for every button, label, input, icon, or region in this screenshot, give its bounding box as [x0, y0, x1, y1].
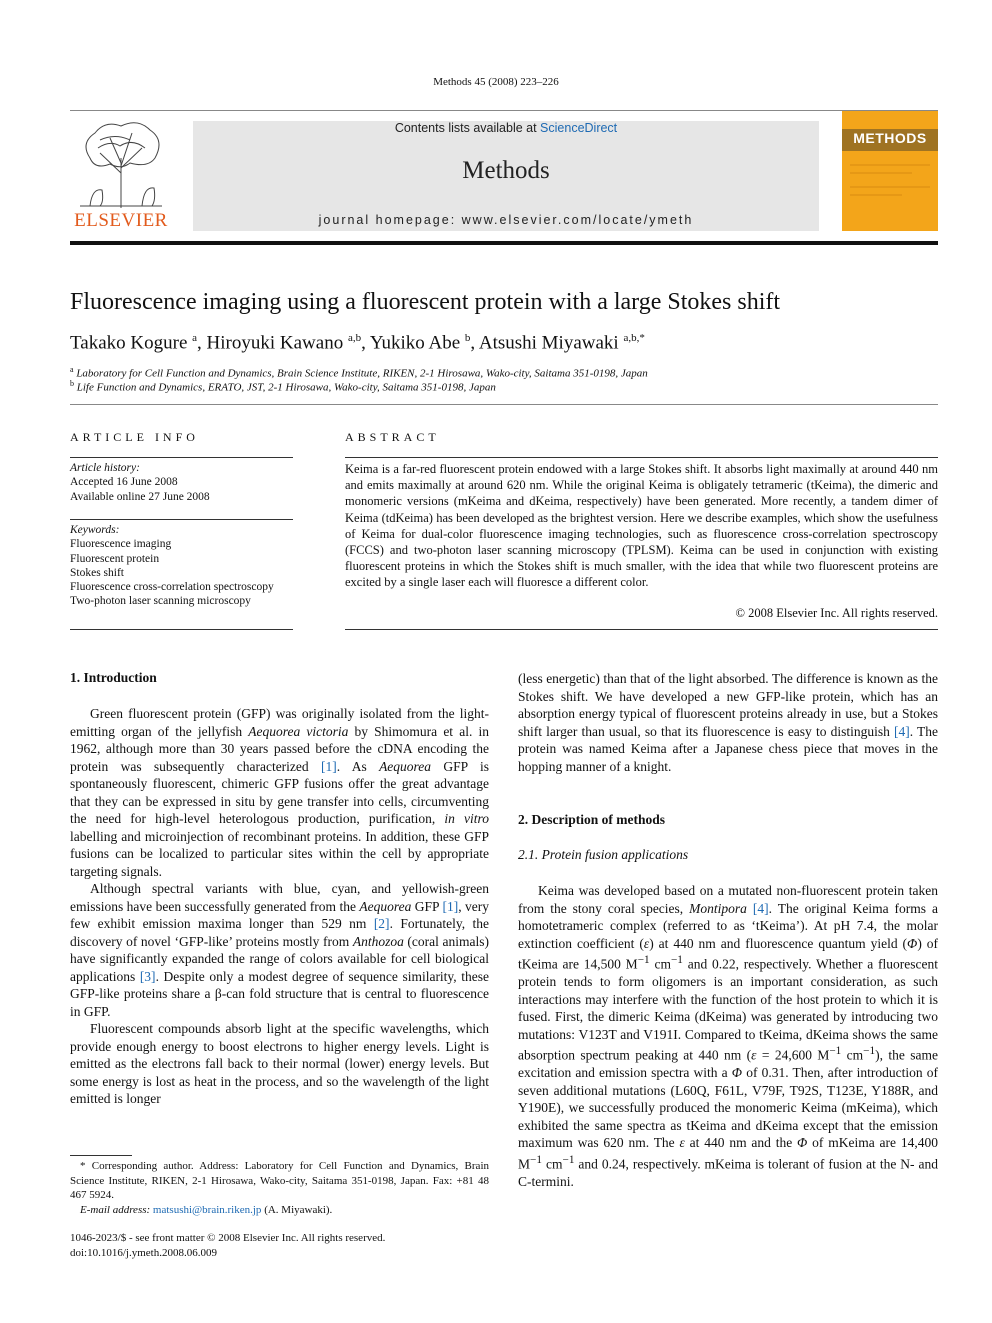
introduction-body	[70, 705, 489, 1108]
journal-cover	[842, 111, 938, 231]
email-suffix: (A. Miyawaki).	[261, 1203, 333, 1216]
accepted-date: Accepted 16 June 2008	[70, 476, 178, 489]
contents-line	[193, 121, 819, 135]
footnote	[70, 1159, 489, 1217]
paragraph: Fluorescent compounds absorb light at the specific wavelengths, which provide enough energy to boost electrons to higher energy levels. Light is emitted as the electrons fall back to their normal (lower) energy levels. But some energy is lost as heat in the process, and so the wavelength of the light emitted is longer	[70, 1021, 489, 1106]
article-title: Fluorescence imaging using a fluorescent protein with a large Stokes shift	[70, 289, 781, 315]
elsevier-logo	[70, 118, 172, 234]
cover-lines	[842, 111, 938, 231]
affiliation-mark: b	[70, 379, 74, 388]
cover-title: METHODS	[853, 130, 927, 146]
author-name: Hiroyuki Kawano	[206, 332, 344, 354]
keyword: Fluorescence cross-correlation spectroscopy	[70, 581, 274, 594]
doi-line[interactable]: doi:10.1016/j.ymeth.2008.06.009	[70, 1246, 217, 1259]
keywords-label: Keywords:	[70, 524, 120, 536]
author-affil-mark: a,b,*	[623, 332, 645, 344]
email-note	[70, 1203, 489, 1218]
keyword: Two-photon laser scanning microscopy	[70, 595, 251, 608]
paragraph: Green fluorescent protein (GFP) was originally isolated from the light-emitting organ of the jellyfish Aequorea victoria by Shimomura et al. in 1962, although more than 30 years passed before the cDNA encoding the protein was subsequently characterized [1]. As Aequorea GFP is spontaneously fluorescent, chimeric GFP fusions offer the great advantage that they can be expressed in situ by gene transfer into cells, circumventing the need for high-level heterologous production, purification, in vitro labelling and microinjection of recombinant proteins. In addition, these GFP fusions can be localized to particular sites within the cell by appropriate targeting signals.	[70, 706, 489, 879]
author-affil-mark: b	[464, 332, 471, 344]
footnote-rule	[70, 1155, 132, 1156]
article-info-heading: ARTICLE INFO	[70, 430, 199, 444]
methods-body	[518, 882, 938, 1190]
front-matter-rule	[70, 404, 938, 405]
affiliation-text: Laboratory for Cell Function and Dynamics, Brain Science Institute, RIKEN, 2-1 Hirosawa, Wako-city, Saitama 351-0198, Japan	[76, 367, 648, 380]
paragraph: (less energetic) than that of the light absorbed. The difference is known as the Stokes shift. We have developed a new GFP-like protein, which has an absorption energy typical of fluorescent proteins already in use, but a Stokes shift larger than usual, so that its fluorescence is easy to distinguish [4]. The protein was named Keima after a Japanese chess piece that moves in the hopping manner of a knight.	[518, 671, 938, 774]
issn-block	[70, 1231, 489, 1260]
author-affil-mark: a	[192, 332, 198, 344]
journal-citation: Methods 45 (2008) 223–226	[433, 76, 559, 88]
keywords-block	[70, 523, 293, 609]
right-column-body	[518, 670, 938, 775]
journal-homepage[interactable]: journal homepage: www.elsevier.com/locate/ymeth	[318, 213, 694, 227]
abstract-copyright: © 2008 Elsevier Inc. All rights reserved.	[735, 606, 938, 620]
article-history	[70, 461, 293, 504]
section-heading-introduction: 1. Introduction	[70, 670, 157, 685]
author-list: Takako Kogure $^a$, Hiroyuki Kawano $^{a,b}$, Yukiko Abe $^b$, Atsushi Miyawaki $^{a,b,*}$	[70, 332, 645, 354]
online-date: Available online 27 June 2008	[70, 490, 210, 503]
abstract-bottom-rule	[345, 629, 938, 630]
author-name: Takako Kogure	[70, 332, 188, 354]
affiliation-mark: a	[70, 365, 74, 374]
section-heading-methods: 2. Description of methods	[518, 812, 665, 827]
contents-prefix: Contents lists available at	[394, 121, 541, 135]
corresponding-author-note: * Corresponding author. Address: Laboratory for Cell Function and Dynamics, Brain Science Institute, RIKEN, 2-1 Hirosawa, Wako-city, Saitama 351-0198, Japan. Fax: +81 48 467 5924.	[70, 1160, 489, 1201]
author-affil-mark: a,b	[347, 332, 362, 344]
header-rule	[70, 110, 938, 111]
elsevier-tree-icon	[70, 118, 172, 210]
abstract-rule	[345, 457, 938, 458]
abstract-text: Keima is a far-red fluorescent protein endowed with a large Stokes shift. It absorbs light maximally at around 440 nm and emits maximally at around 620 nm. While the original Keima is obligately tetrameric (tKeima), the dimeric and monomeric versions (mKeima and dKeima, respectively) have been generated. More recently, a tandem dimer of Keima (tdKeima) has been developed as the brightest version. Here we describe examples, which show the usefulness of Keima for dual-color fluorescence imaging technologies, such as fluorescence cross-correlation spectroscopy (FCCS) and two-photon laser scanning microscopy (TPLSM). Keima can be used in conjunction with existing fluorescent proteins in which the Stokes shift is much smaller, with the idea that while two fluorescent proteins are excited by a single laser each will fluoresce a different color.	[345, 462, 938, 590]
elsevier-wordmark: ELSEVIER	[74, 210, 168, 231]
journal-name: Methods	[462, 157, 550, 184]
article-info-rule	[70, 457, 293, 458]
keyword: Fluorescent protein	[70, 552, 160, 565]
keywords-rule	[70, 519, 293, 520]
keyword: Fluorescence imaging	[70, 538, 172, 551]
email-link[interactable]: matsushi@brain.riken.jp	[152, 1203, 262, 1216]
affiliation-text: Life Function and Dynamics, ERATO, JST, 2-1 Hirosawa, Wako-city, Saitama 351-0198, Japan	[76, 381, 496, 394]
article-info-bottom-rule	[70, 629, 293, 630]
subsection-heading: 2.1. Protein fusion applications	[518, 847, 689, 862]
paragraph: Keima was developed based on a mutated non-fluorescent protein taken from the stony coral species, Montipora [4]. The original Keima forms a homotetrameric complex (referred to as ‘tKeima’). At pH 7.4, the molar extinction coefficient (ε) at 440 nm and fluorescence quantum yield (Φ) of tKeima are 14,500 $M^{-1}$ $cm^{-1}$ and 0.22, respectively. Whether a fluorescent protein tends to form oligomers is an important consideration, as such interactions may interfere with the function of the host protein to which it is fused. First, the dimeric Keima (dKeima) was generated by introducing two mutations: V123T and V191I. Compared to tKeima, dKeima shows the same absorption spectrum peaking at 440 nm (ε = 24,600 $M^{-1}$ $cm^{-1}$), the same excitation and emission spectra with a Φ of 0.31. Then, after introduction of seven additional mutations (L60Q, F61L, V79F, T92S, T123E, Y188R, and Y190E), we successfully produced the monomeric Keima (mKeima), which exhibited the same spectra as tKeima and dKeima except that the emission maximum was 620 nm. The ε at 440 nm and the Φ of mKeima are 14,400 $M^{-1}$ $cm^{-1}$ and 0.24, respectively. mKeima is tolerant of fusion at the N- and C-termini.	[518, 883, 939, 1189]
sciencedirect-link[interactable]: ScienceDirect	[540, 121, 618, 135]
affiliation	[70, 379, 940, 394]
journal-masthead	[193, 121, 819, 231]
history-label: Article history:	[70, 462, 140, 474]
issn-line: 1046-2023/$ - see front matter © 2008 Elsevier Inc. All rights reserved.	[70, 1232, 386, 1244]
masthead-rule	[70, 241, 938, 245]
author-name: Yukiko Abe	[369, 332, 461, 354]
author-name: Atsushi Miyawaki	[478, 332, 619, 354]
keyword: Stokes shift	[70, 566, 124, 579]
paragraph: Although spectral variants with blue, cyan, and yellowish-green emissions have been successfully generated from the Aequorea GFP [1], very few exhibit emission maxima longer than 529 nm [2]. Fortunately, the discovery of novel ‘GFP-like’ proteins mostly from Anthozoa (coral animals) have significantly expanded the range of colors available for cell biological applications [3]. Despite only a modest degree of sequence similarity, these GFP-like proteins share a β-can fold structure that is central to fluorescence in GFP.	[70, 881, 490, 1019]
abstract-heading: ABSTRACT	[345, 430, 440, 444]
affiliation	[70, 365, 940, 380]
email-label: E-mail address:	[80, 1203, 153, 1216]
